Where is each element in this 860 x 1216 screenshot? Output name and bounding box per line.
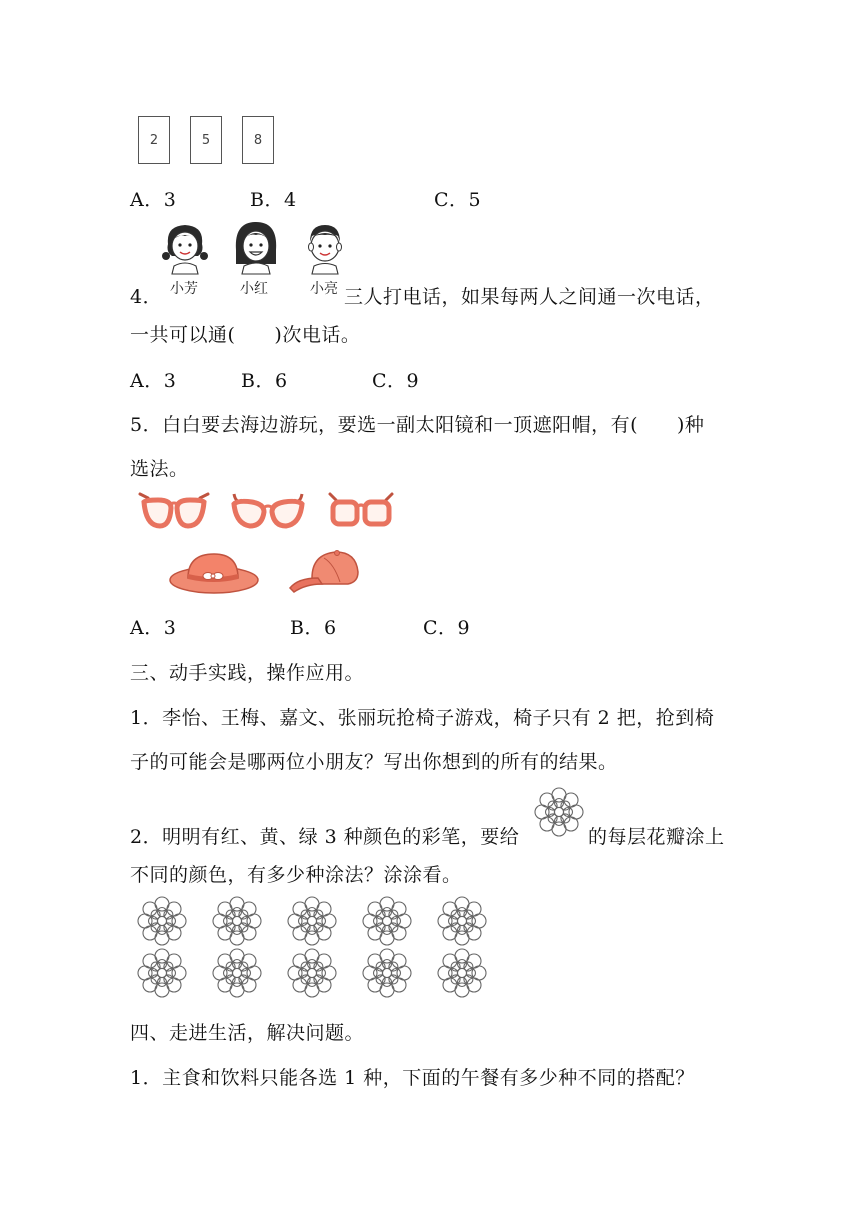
number-card-5 bbox=[190, 116, 222, 164]
card-value: 2 bbox=[149, 132, 159, 148]
flower-outline-icon[interactable] bbox=[438, 949, 486, 997]
s3-q2-line1-b: 的每层花瓣涂上 bbox=[588, 826, 725, 848]
flower-outline-icon[interactable] bbox=[288, 897, 336, 945]
number-card-8 bbox=[242, 116, 274, 164]
q3-option-a[interactable]: A．3 bbox=[130, 189, 177, 211]
q4-option-b[interactable]: B．6 bbox=[241, 370, 288, 392]
q3-option-b[interactable]: B．4 bbox=[250, 189, 297, 211]
q5-text-line2: 选法。 bbox=[130, 458, 189, 480]
q5-option-b[interactable]: B．6 bbox=[290, 617, 337, 639]
flower-outline-icon[interactable] bbox=[213, 949, 261, 997]
s3-q2-line1-a: 2．明明有红、黄、绿 3 种颜色的彩笔，要给 bbox=[130, 826, 520, 848]
flower-outline-icon[interactable] bbox=[213, 897, 261, 945]
kid-label-xiaohong: 小红 bbox=[240, 281, 268, 297]
q4-text-line2: 一共可以通( )次电话。 bbox=[130, 324, 361, 346]
card-value: 8 bbox=[253, 132, 263, 148]
red-glasses-icon bbox=[138, 490, 210, 532]
flower-outline-icon[interactable] bbox=[138, 897, 186, 945]
red-cat-eye-glasses-icon bbox=[230, 490, 306, 532]
s3-q1-line1: 1．李怡、王梅、嘉文、张丽玩抢椅子游戏，椅子只有 2 把，抢到椅 bbox=[130, 707, 715, 729]
flower-coloring-grid bbox=[135, 893, 495, 1003]
q4-option-c[interactable]: C．9 bbox=[372, 370, 420, 392]
number-card-2 bbox=[138, 116, 170, 164]
kid-label-xiaofang: 小芳 bbox=[170, 281, 198, 297]
red-cap-icon bbox=[288, 548, 362, 594]
boy-face-icon bbox=[302, 222, 348, 274]
red-sun-hat-icon bbox=[168, 548, 260, 596]
kid-label-xiaoliang: 小亮 bbox=[310, 281, 338, 297]
girl-long-hair-face-icon bbox=[230, 220, 282, 274]
flower-example-icon bbox=[533, 786, 585, 838]
flower-outline-icon[interactable] bbox=[138, 949, 186, 997]
s3-q2-line2: 不同的颜色，有多少种涂法？涂涂看。 bbox=[130, 864, 462, 886]
q4-option-a[interactable]: A．3 bbox=[130, 370, 177, 392]
s3-q1-line2: 子的可能会是哪两位小朋友？写出你想到的所有的结果。 bbox=[130, 751, 618, 773]
flower-outline-icon[interactable] bbox=[288, 949, 336, 997]
red-square-glasses-icon bbox=[328, 490, 394, 532]
flower-outline-icon[interactable] bbox=[363, 897, 411, 945]
flower-outline-icon[interactable] bbox=[438, 897, 486, 945]
q5-text-line1: 5．白白要去海边游玩，要选一副太阳镜和一顶遮阳帽，有( )种 bbox=[130, 414, 705, 436]
q4-text-line1: 三人打电话，如果每两人之间通一次电话， bbox=[344, 286, 715, 308]
section3-heading: 三、动手实践，操作应用。 bbox=[130, 662, 365, 684]
q5-option-c[interactable]: C．9 bbox=[423, 617, 471, 639]
q3-option-c[interactable]: C．5 bbox=[434, 189, 482, 211]
card-value: 5 bbox=[201, 132, 211, 148]
q4-number: 4． bbox=[130, 286, 163, 308]
flower-outline-icon[interactable] bbox=[363, 949, 411, 997]
q5-option-a[interactable]: A．3 bbox=[130, 617, 177, 639]
s4-q1: 1．主食和饮料只能各选 1 种，下面的午餐有多少种不同的搭配？ bbox=[130, 1067, 695, 1089]
section4-heading: 四、走进生活，解决问题。 bbox=[130, 1022, 365, 1044]
girl-face-icon bbox=[160, 222, 210, 274]
